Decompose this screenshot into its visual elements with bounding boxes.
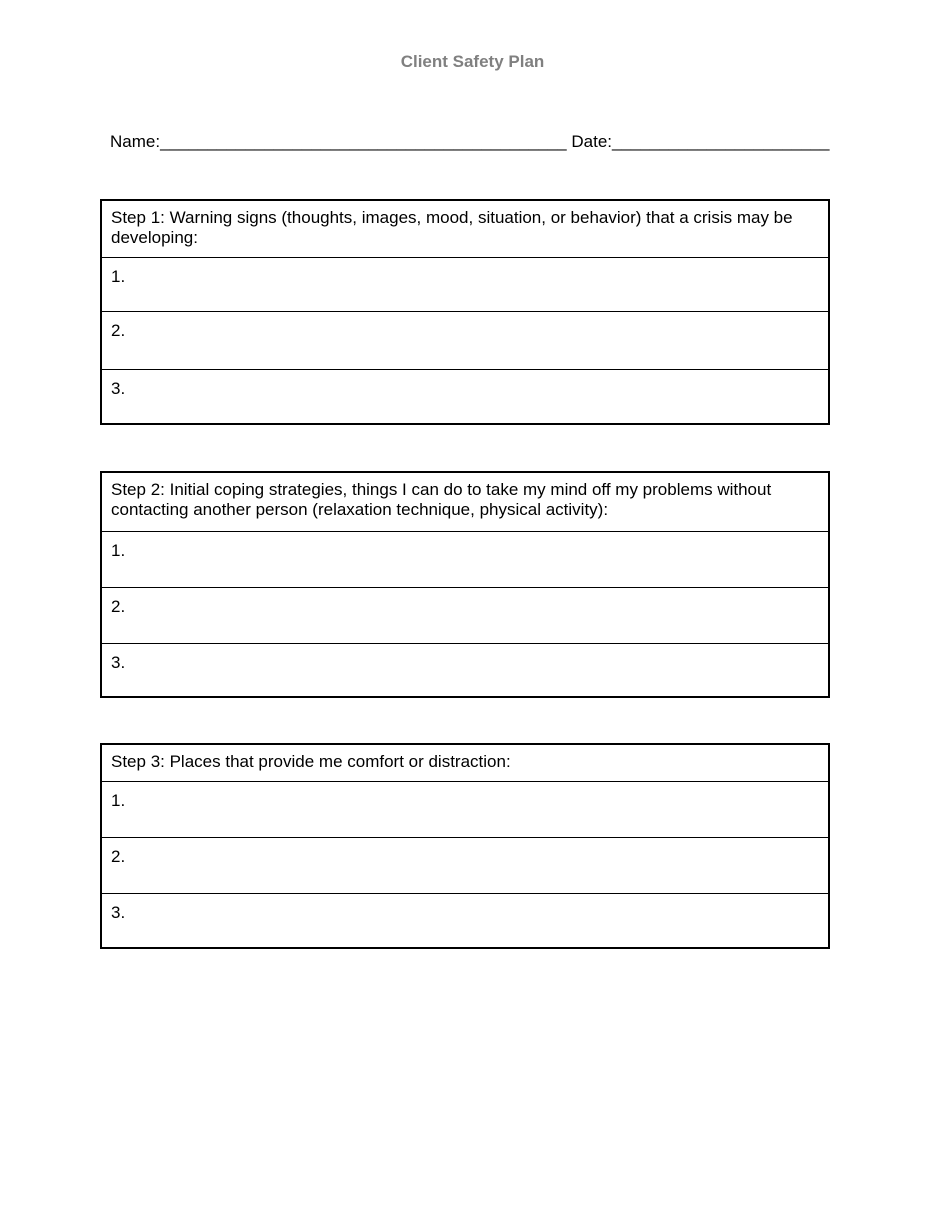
- step3-header: Step 3: Places that provide me comfort or distraction:: [102, 745, 828, 782]
- step3-item-3[interactable]: 3.: [111, 903, 126, 922]
- step2-coping-strategies-table: [100, 471, 830, 698]
- name-field[interactable]: ___________________________________________: [160, 132, 567, 151]
- step3-comfort-places-table: [100, 743, 830, 949]
- step3-item-2[interactable]: 2.: [102, 838, 828, 894]
- name-date-line: [110, 132, 829, 152]
- name-label: Name:: [110, 132, 161, 151]
- date-field[interactable]: _______________________: [612, 132, 830, 151]
- step1-item-3[interactable]: 3.: [111, 379, 126, 398]
- date-label: Date:: [571, 132, 613, 151]
- step2-item-2[interactable]: 2.: [102, 588, 828, 644]
- step1-warning-signs-table: [100, 199, 830, 425]
- step1-item-1[interactable]: 1.: [102, 258, 828, 312]
- step1-header: Step 1: Warning signs (thoughts, images, mood, situation, or behavior) that a crisis may be developing:: [102, 201, 828, 258]
- step2-item-1[interactable]: 1.: [102, 532, 828, 588]
- step2-header: Step 2: Initial coping strategies, things I can do to take my mind off my problems without contacting another person (relaxation technique, physical activity):: [102, 473, 828, 532]
- document-title: Client Safety Plan: [400, 52, 545, 71]
- step2-item-3[interactable]: 3.: [111, 653, 126, 672]
- step3-item-1[interactable]: 1.: [102, 782, 828, 838]
- step1-item-2[interactable]: 2.: [102, 312, 828, 370]
